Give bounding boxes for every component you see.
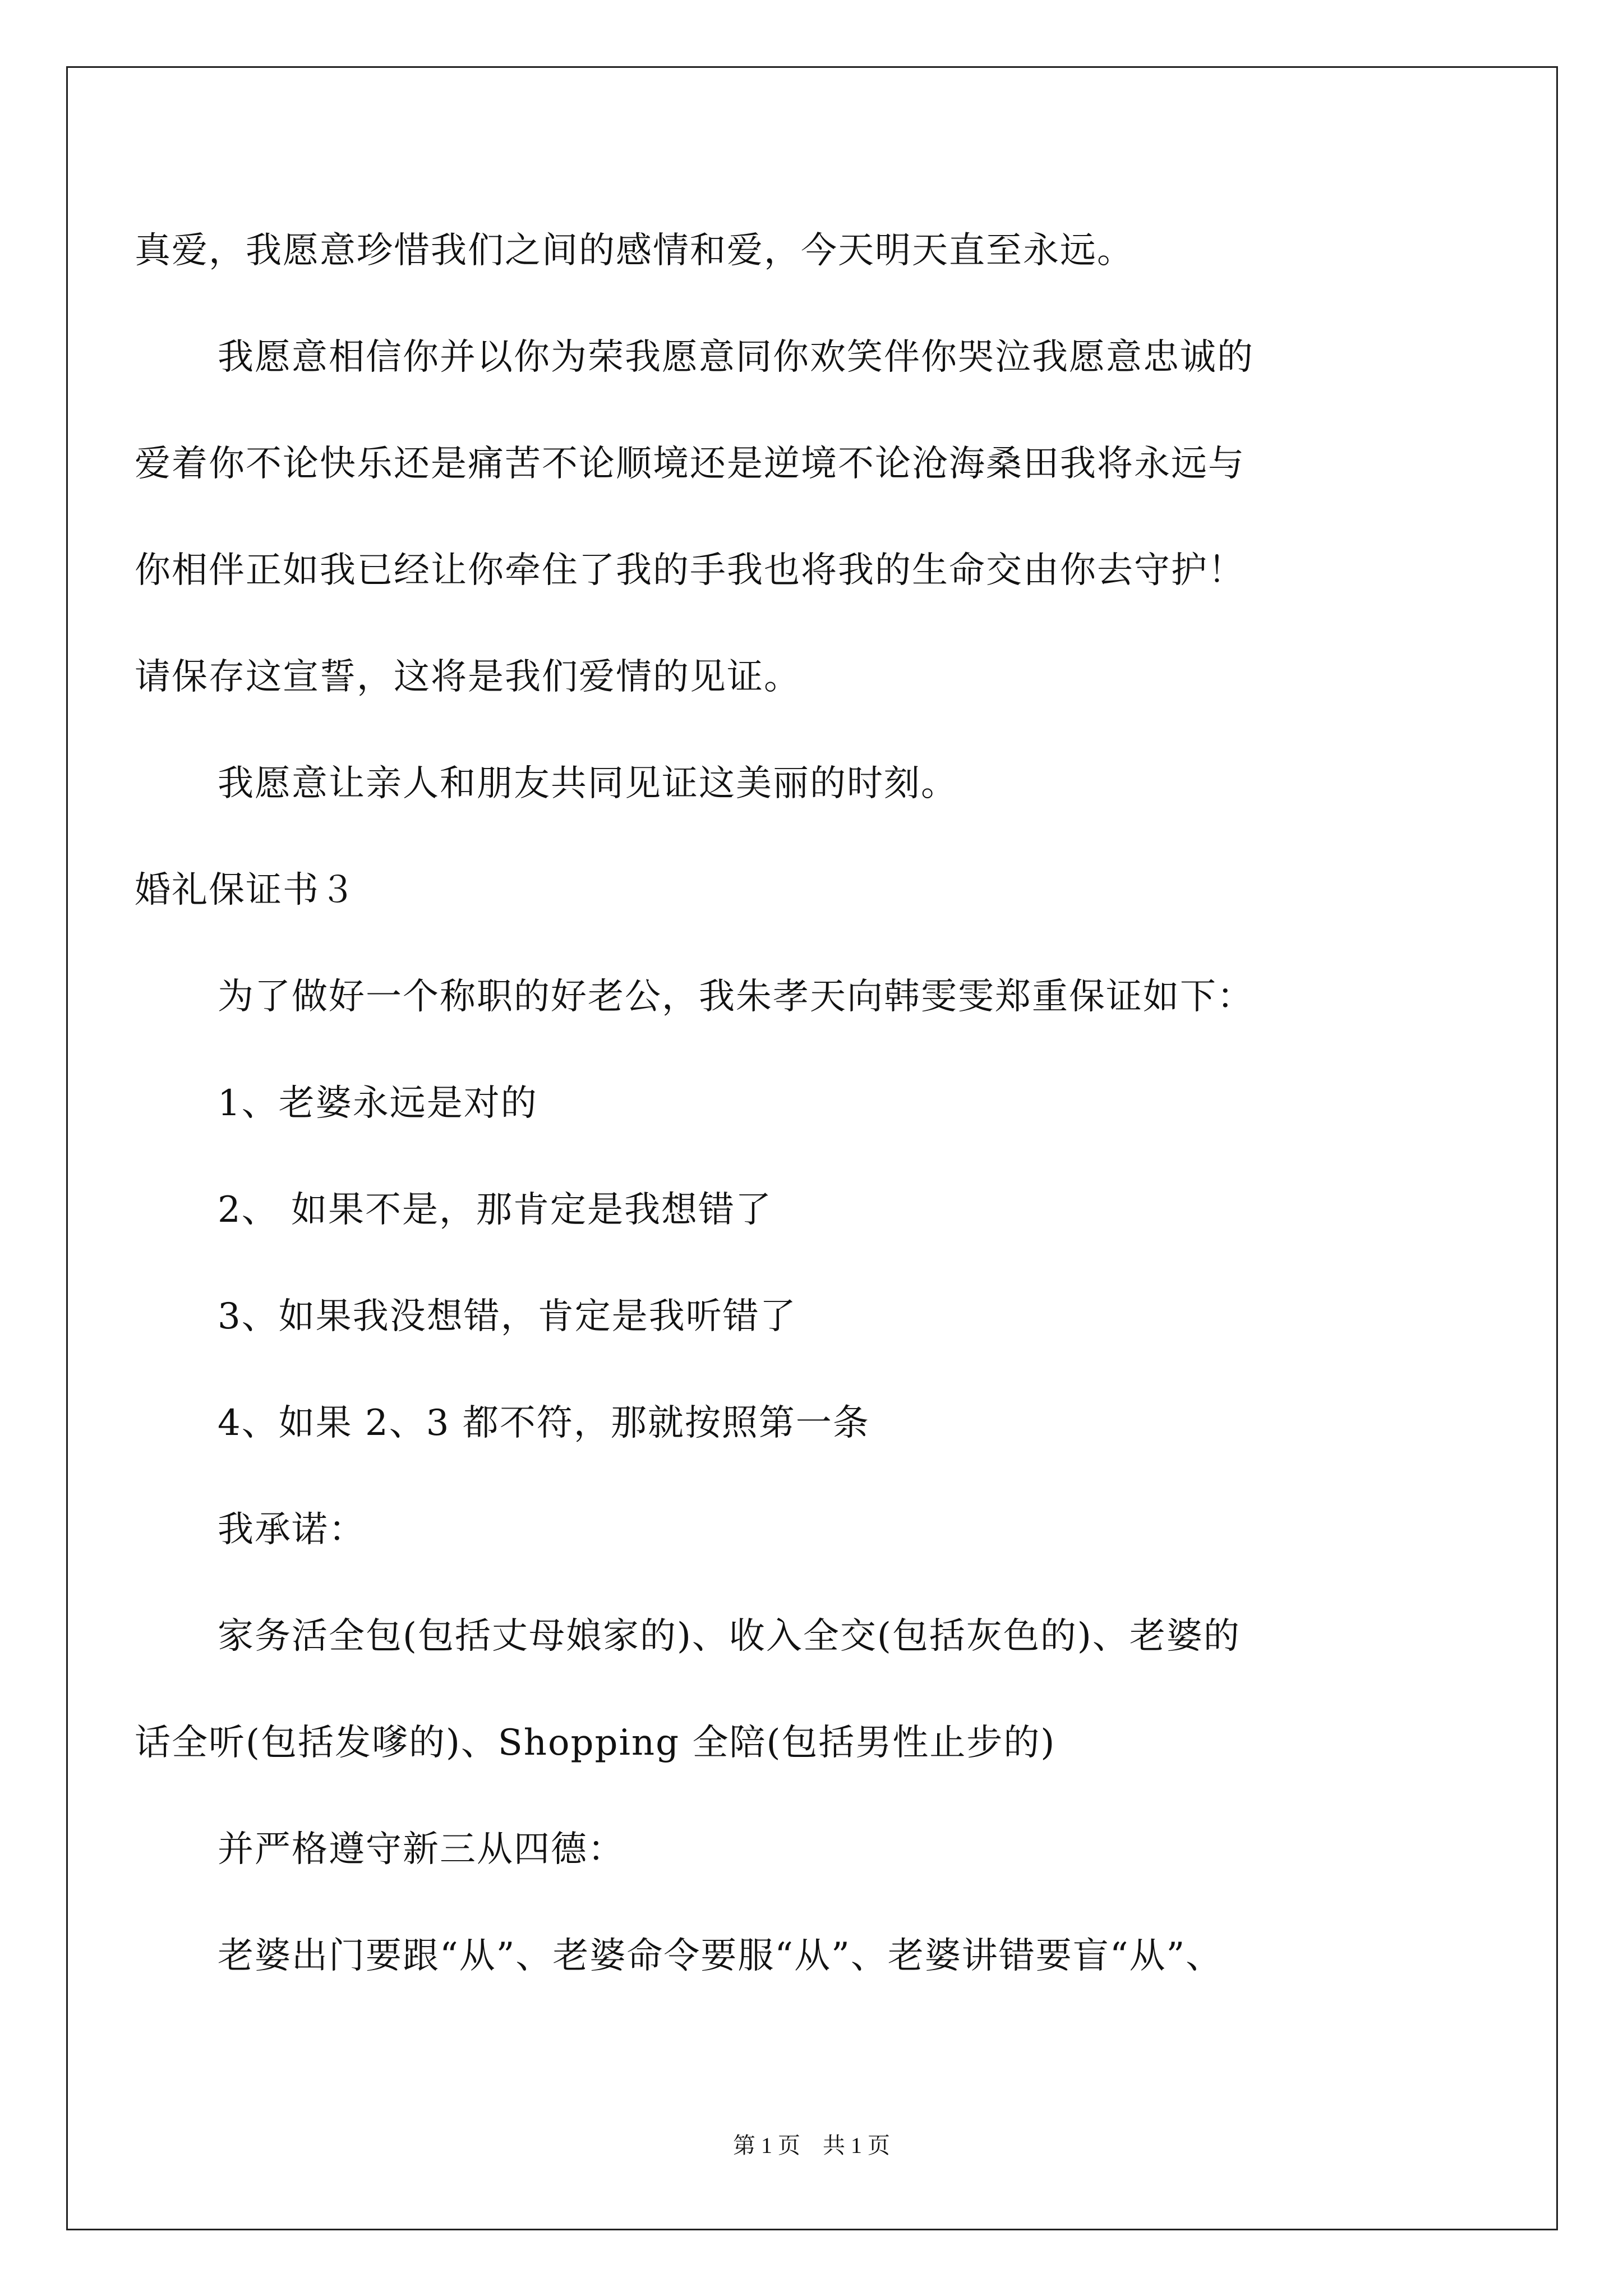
page-footer xyxy=(0,2132,1623,2160)
paragraph-line: 我愿意让亲人和朋友共同见证这美丽的时刻。 xyxy=(218,763,958,804)
paragraph-line: 真爱，我愿意珍惜我们之间的感情和爱，今天明天直至永远。 xyxy=(135,230,1134,272)
paragraph-line: 为了做好一个称职的好老公，我朱孝天向韩雯雯郑重保证如下： xyxy=(218,976,1254,1018)
list-item: 2、 如果不是，那肯定是我想错了 xyxy=(218,1189,773,1231)
paragraph-line: 我承诺： xyxy=(218,1509,366,1550)
paragraph-line: 老婆出门要跟“从”、老婆命令要服“从”、老婆讲错要盲“从”、 xyxy=(218,1935,1223,1977)
list-item: 3、如果我没想错，肯定是我听错了 xyxy=(218,1296,797,1337)
paragraph-line: 我愿意相信你并以你为荣我愿意同你欢笑伴你哭泣我愿意忠诚的 xyxy=(218,337,1254,378)
paragraph-line: 爱着你不论快乐还是痛苦不论顺境还是逆境不论沧海桑田我将永远与 xyxy=(135,443,1245,485)
paragraph-line: 你相伴正如我已经让你牵住了我的手我也将我的生命交由你去守护！ xyxy=(135,550,1245,591)
paragraph-line: 话全听(包括发嗲的)、Shopping 全陪(包括男性止步的) xyxy=(135,1722,1056,1764)
paragraph-line: 并严格遵守新三从四德： xyxy=(218,1829,625,1870)
page-number: 第 1 页 xyxy=(733,2133,800,2158)
list-item: 1、老婆永远是对的 xyxy=(218,1083,538,1124)
paragraph-line: 请保存这宣誓，这将是我们爱情的见证。 xyxy=(135,656,801,698)
section-heading: 婚礼保证书３ xyxy=(135,869,357,911)
list-item: 4、如果 2、3 都不符，那就按照第一条 xyxy=(218,1402,870,1444)
page-total: 共 1 页 xyxy=(823,2133,890,2158)
paragraph-line: 家务活全包(包括丈母娘家的)、收入全交(包括灰色的)、老婆的 xyxy=(218,1616,1241,1657)
